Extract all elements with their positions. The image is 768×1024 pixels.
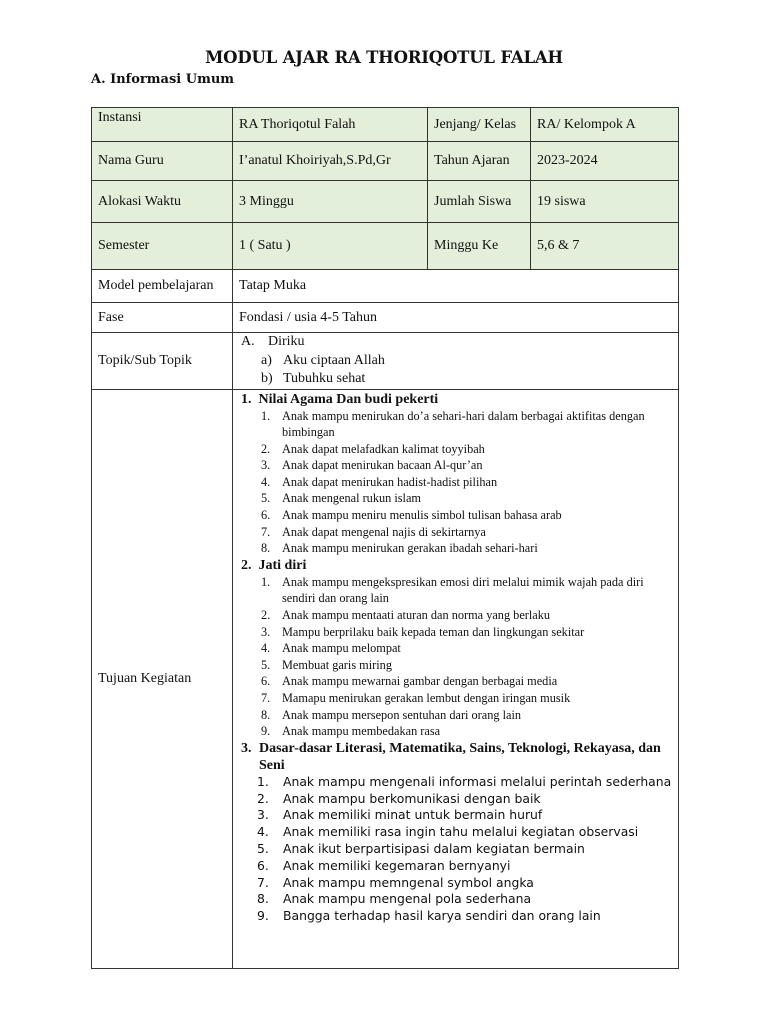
list-item bbox=[261, 474, 672, 491]
section-2-item-text: Anak mampu membedakan rasa bbox=[282, 724, 441, 739]
section-2-heading bbox=[241, 557, 672, 574]
tahun-label: Tahun Ajaran bbox=[428, 142, 531, 181]
list-item bbox=[261, 574, 672, 607]
list-item bbox=[261, 408, 672, 441]
list-item bbox=[257, 824, 672, 841]
siswa-label: Jumlah Siswa bbox=[428, 181, 531, 223]
section-2-item-number: 9. bbox=[261, 724, 271, 739]
section-1-item-number: 6. bbox=[261, 508, 271, 523]
section-1-title: Nilai Agama Dan budi pekerti bbox=[258, 391, 439, 407]
section-2-item-text: Anak mampu melompat bbox=[282, 641, 401, 656]
list-item bbox=[257, 791, 672, 808]
section-1-item-text: Anak mampu menirukan gerakan ibadah sehari-hari bbox=[282, 541, 538, 556]
tujuan-sections bbox=[239, 391, 672, 925]
list-item bbox=[261, 657, 672, 674]
section-2-item-number: 1. bbox=[261, 574, 271, 589]
section-2-item-text: Mampu berprilaku baik kepada teman dan lingkungan sekitar bbox=[282, 624, 585, 639]
section-3-item-text: Anak memiliki rasa ingin tahu melalui kegiatan observasi bbox=[283, 824, 639, 840]
section-1-item-text: Anak mampu meniru menulis simbol tulisan bahasa arab bbox=[282, 508, 562, 523]
fase-label: Fase bbox=[92, 303, 233, 333]
section-3-item-number: 8. bbox=[257, 891, 269, 907]
list-item bbox=[261, 607, 672, 624]
section-1-item-number: 2. bbox=[261, 441, 271, 456]
section-1-list bbox=[241, 408, 672, 557]
section-3-item-text: Anak ikut berpartisipasi dalam kegiatan bermain bbox=[283, 840, 585, 856]
model-label: Model pembelajaran bbox=[92, 270, 233, 303]
list-item bbox=[261, 490, 672, 507]
topik-a: Aku ciptaan Allah bbox=[283, 352, 385, 368]
section-3-item-text: Anak mampu mengenali informasi melalui perintah sederhana bbox=[283, 773, 672, 789]
topik-value bbox=[233, 333, 679, 390]
list-item bbox=[257, 841, 672, 858]
section-3-item-number: 7. bbox=[257, 874, 269, 890]
section-3-item-number: 6. bbox=[257, 857, 269, 873]
section-3-item-number: 1. bbox=[257, 773, 269, 789]
list-item bbox=[261, 690, 672, 707]
tahun-value: 2023-2024 bbox=[531, 142, 679, 181]
section-3-item-text: Anak memiliki kegemaran bernyanyi bbox=[283, 857, 511, 873]
jenjang-value: RA/ Kelompok A bbox=[531, 108, 679, 142]
section-3-item-text: Anak mampu memngenal symbol angka bbox=[283, 874, 534, 890]
section-1-item-number: 5. bbox=[261, 491, 271, 506]
section-3-title: Dasar-dasar Literasi, Matematika, Sains, Teknologi, Rekayasa, dan Seni bbox=[259, 740, 661, 773]
section-2-item-number: 2. bbox=[261, 608, 271, 623]
section-1-item-text: Anak dapat menirukan hadist-hadist pilihan bbox=[282, 474, 498, 489]
minggu-label: Minggu Ke bbox=[428, 223, 531, 270]
section-1-item-text: Anak dapat mengenal najis di sekirtarnya bbox=[282, 524, 486, 539]
instansi-value: RA Thoriqotul Falah bbox=[233, 108, 428, 142]
list-item bbox=[261, 441, 672, 458]
list-item bbox=[261, 524, 672, 541]
list-item bbox=[261, 507, 672, 524]
list-item bbox=[261, 673, 672, 690]
section-2-item-text: Mamapu menirukan gerakan lembut dengan iringan musik bbox=[282, 691, 571, 705]
section-3-item-text: Anak mampu mengenal pola sederhana bbox=[283, 891, 532, 907]
section-3-item-number: 4. bbox=[257, 824, 269, 840]
section-3-item-number: 3. bbox=[257, 807, 269, 823]
section-2-item-number: 6. bbox=[261, 674, 271, 689]
topik-label: Topik/Sub Topik bbox=[92, 333, 233, 390]
list-item bbox=[257, 875, 672, 892]
list-item bbox=[261, 540, 672, 557]
tujuan-section-1 bbox=[241, 391, 672, 557]
alokasi-value: 3 Minggu bbox=[233, 181, 428, 223]
section-1-item-text: Anak mengenal rukun islam bbox=[282, 491, 421, 506]
section-1-item-number: 4. bbox=[261, 474, 271, 489]
section-3-item-number: 2. bbox=[257, 790, 269, 806]
jenjang-label: Jenjang/ Kelas bbox=[428, 108, 531, 142]
list-item bbox=[257, 908, 672, 925]
section-2-item-text: Anak mampu mentaati aturan dan norma yang berlaku bbox=[282, 608, 551, 623]
section-1-item-text: Anak dapat melafadkan kalimat toyyibah bbox=[282, 441, 485, 456]
list-item bbox=[261, 457, 672, 474]
list-item bbox=[257, 807, 672, 824]
section-2-item-number: 7. bbox=[261, 691, 271, 705]
section-3-list bbox=[241, 774, 672, 925]
section-2-item-number: 5. bbox=[261, 657, 271, 672]
section-1-item-number: 1. bbox=[261, 408, 271, 423]
minggu-value: 5,6 & 7 bbox=[531, 223, 679, 270]
fase-value: Fondasi / usia 4-5 Tahun bbox=[233, 303, 679, 333]
instansi-label: Instansi bbox=[92, 108, 233, 142]
topik-a-num: a) bbox=[261, 352, 272, 368]
section-1-heading bbox=[241, 391, 672, 408]
section-1-num: 1. bbox=[241, 391, 252, 407]
section-2-num: 2. bbox=[241, 557, 252, 573]
section-2-item-number: 3. bbox=[261, 624, 271, 639]
section-2-item-text: Anak mampu mengekspresikan emosi diri melalui mimik wajah pada diri sendiri dan orang lain bbox=[282, 574, 644, 606]
section-heading: A. Informasi Umum bbox=[91, 72, 235, 87]
list-item bbox=[261, 707, 672, 724]
topik-main-num: A. bbox=[241, 334, 255, 349]
topik-b-num: b) bbox=[261, 371, 273, 386]
guru-value: I’anatul Khoiriyah,S.Pd,Gr bbox=[233, 142, 428, 181]
section-3-item-text: Bangga terhadap hasil karya sendiri dan orang lain bbox=[283, 908, 601, 924]
section-3-heading bbox=[241, 740, 672, 774]
semester-value: 1 ( Satu ) bbox=[233, 223, 428, 270]
tujuan-value bbox=[233, 389, 679, 968]
info-table bbox=[91, 107, 679, 969]
section-3-num: 3. bbox=[241, 740, 252, 756]
list-item bbox=[261, 640, 672, 657]
semester-label: Semester bbox=[92, 223, 233, 270]
section-2-item-number: 8. bbox=[261, 707, 271, 722]
alokasi-label: Alokasi Waktu bbox=[92, 181, 233, 223]
topik-b: Tubuhku sehat bbox=[283, 371, 366, 386]
section-2-item-number: 4. bbox=[261, 641, 271, 656]
section-1-item-number: 8. bbox=[261, 541, 271, 556]
list-item bbox=[261, 624, 672, 641]
section-3-item-text: Anak memiliki minat untuk bermain huruf bbox=[283, 807, 543, 823]
section-3-item-number: 9. bbox=[257, 908, 269, 924]
guru-label: Nama Guru bbox=[92, 142, 233, 181]
section-2-title: Jati diri bbox=[258, 557, 307, 573]
section-2-item-text: Anak mampu mersepon sentuhan dari orang lain bbox=[282, 707, 522, 722]
section-2-item-text: Membuat garis miring bbox=[282, 657, 392, 672]
topik-main: Diriku bbox=[268, 334, 305, 349]
section-1-item-text: Anak dapat menirukan bacaan Al-qur’an bbox=[282, 458, 483, 473]
section-3-item-number: 5. bbox=[257, 840, 269, 856]
list-item bbox=[257, 774, 672, 791]
tujuan-section-2 bbox=[241, 557, 672, 740]
document-title: MODUL AJAR RA THORIQOTUL FALAH bbox=[205, 48, 563, 67]
section-1-item-number: 3. bbox=[261, 458, 271, 473]
section-2-item-text: Anak mampu mewarnai gambar dengan berbagai media bbox=[282, 674, 558, 689]
tujuan-label: Tujuan Kegiatan bbox=[92, 389, 233, 968]
list-item bbox=[257, 858, 672, 875]
section-2-list bbox=[241, 574, 672, 740]
section-1-item-text: Anak mampu menirukan do’a sehari-hari dalam berbagai aktifitas dengan bimbingan bbox=[282, 408, 645, 440]
siswa-value: 19 siswa bbox=[531, 181, 679, 223]
section-3-item-text: Anak mampu berkomunikasi dengan baik bbox=[283, 790, 541, 806]
model-value: Tatap Muka bbox=[233, 270, 679, 303]
section-1-item-number: 7. bbox=[261, 524, 271, 539]
list-item bbox=[257, 891, 672, 908]
list-item bbox=[261, 723, 672, 740]
tujuan-section-3 bbox=[241, 740, 672, 925]
